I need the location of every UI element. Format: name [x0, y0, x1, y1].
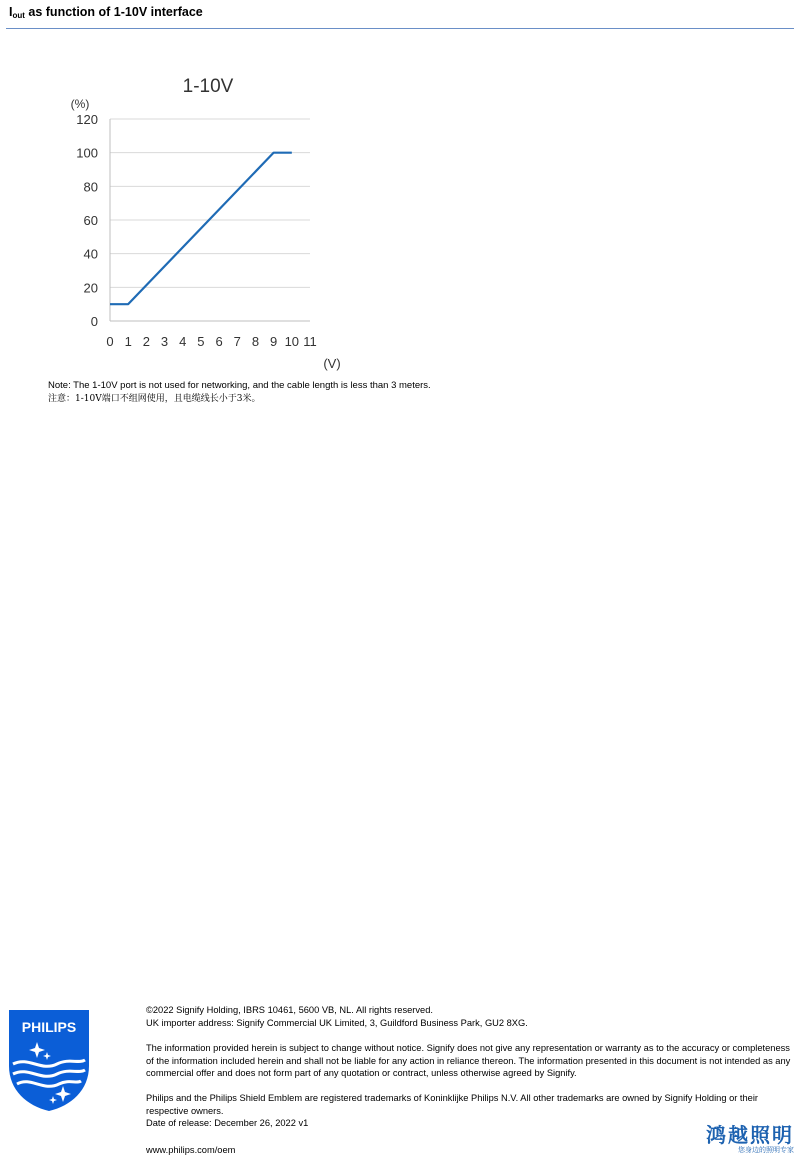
footer-trademarks: Philips and the Philips Shield Emblem are registered trademarks of Koninklijke Philips N.V. All other trademarks are owned by Signify Holding or their respective owners.: [146, 1093, 759, 1116]
heading-main: I: [9, 5, 13, 19]
philips-wordmark: PHILIPS: [21, 1019, 77, 1035]
y-tick-label: 120: [76, 112, 98, 127]
y-tick-label: 60: [83, 213, 98, 228]
x-tick-label: 4: [179, 334, 187, 349]
x-tick-label: 2: [142, 334, 150, 349]
note-chinese: 注意：1-10V端口不组网使用，且电缆线长小于3米。: [48, 394, 261, 404]
footer-release-date: Date of release: December 26, 2022 v1: [146, 1118, 309, 1128]
footer-disclaimer: The information provided herein is subject to change without notice. Signify does not give any representation or warranty as to the accuracy or completeness of the information included herein and shall not be liable for any action in reliance thereon. The information presented in this document is not intended as any commercial offer and does not form part of any quotation or contract, unless otherwise agreed by Signify.: [146, 1043, 791, 1078]
distributor-slogan: 您身边的照明专家: [738, 1147, 794, 1154]
x-axis-label: (V): [323, 356, 341, 371]
footer-copyright: ©2022 Signify Holding, IBRS 10461, 5600 VB, NL. All rights reserved.: [146, 1005, 433, 1015]
distributor-logo: [706, 1124, 794, 1155]
x-tick-label: 5: [197, 334, 205, 349]
x-tick-label: 10: [284, 334, 300, 349]
footer-trademark-block: [146, 1092, 794, 1130]
chart-title: 1-10V: [182, 76, 234, 97]
x-tick-label: 8: [251, 334, 260, 349]
distributor-name: 鸿越照明: [706, 1123, 794, 1147]
y-tick-label: 20: [83, 280, 98, 296]
x-tick-label: 6: [215, 334, 223, 349]
footer-url[interactable]: www.philips.com/oem: [146, 1145, 236, 1155]
x-tick-label: 3: [160, 334, 169, 349]
heading-rest: as function of 1-10V interface: [24, 5, 203, 19]
x-tick-label: 9: [270, 334, 278, 349]
note-english: Note: The 1-10V port is not used for networking, and the cable length is less than 3 meters.: [48, 380, 431, 391]
y-tick-label: 80: [83, 179, 98, 195]
series-line: [110, 153, 292, 305]
y-tick-label: 40: [83, 246, 98, 262]
heading-subscript: out: [12, 11, 25, 20]
x-tick-label: 0: [106, 334, 114, 349]
current-vs-voltage-chart: [40, 68, 360, 378]
philips-shield-logo: [7, 1008, 91, 1112]
x-tick-label: 1: [124, 334, 132, 349]
y-axis-label: (%): [70, 97, 90, 111]
y-tick-label: 0: [90, 314, 98, 329]
footer-importer: UK importer address: Signify Commercial UK Limited, 3, Guildford Business Park, GU2 8XG.: [146, 1017, 528, 1028]
footer-copyright-block: [146, 1004, 794, 1029]
header-divider: [6, 28, 794, 29]
page-heading: [9, 4, 203, 24]
x-tick-label: 7: [233, 334, 241, 349]
x-tick-label: 11: [303, 334, 317, 349]
y-tick-label: 100: [76, 145, 98, 161]
